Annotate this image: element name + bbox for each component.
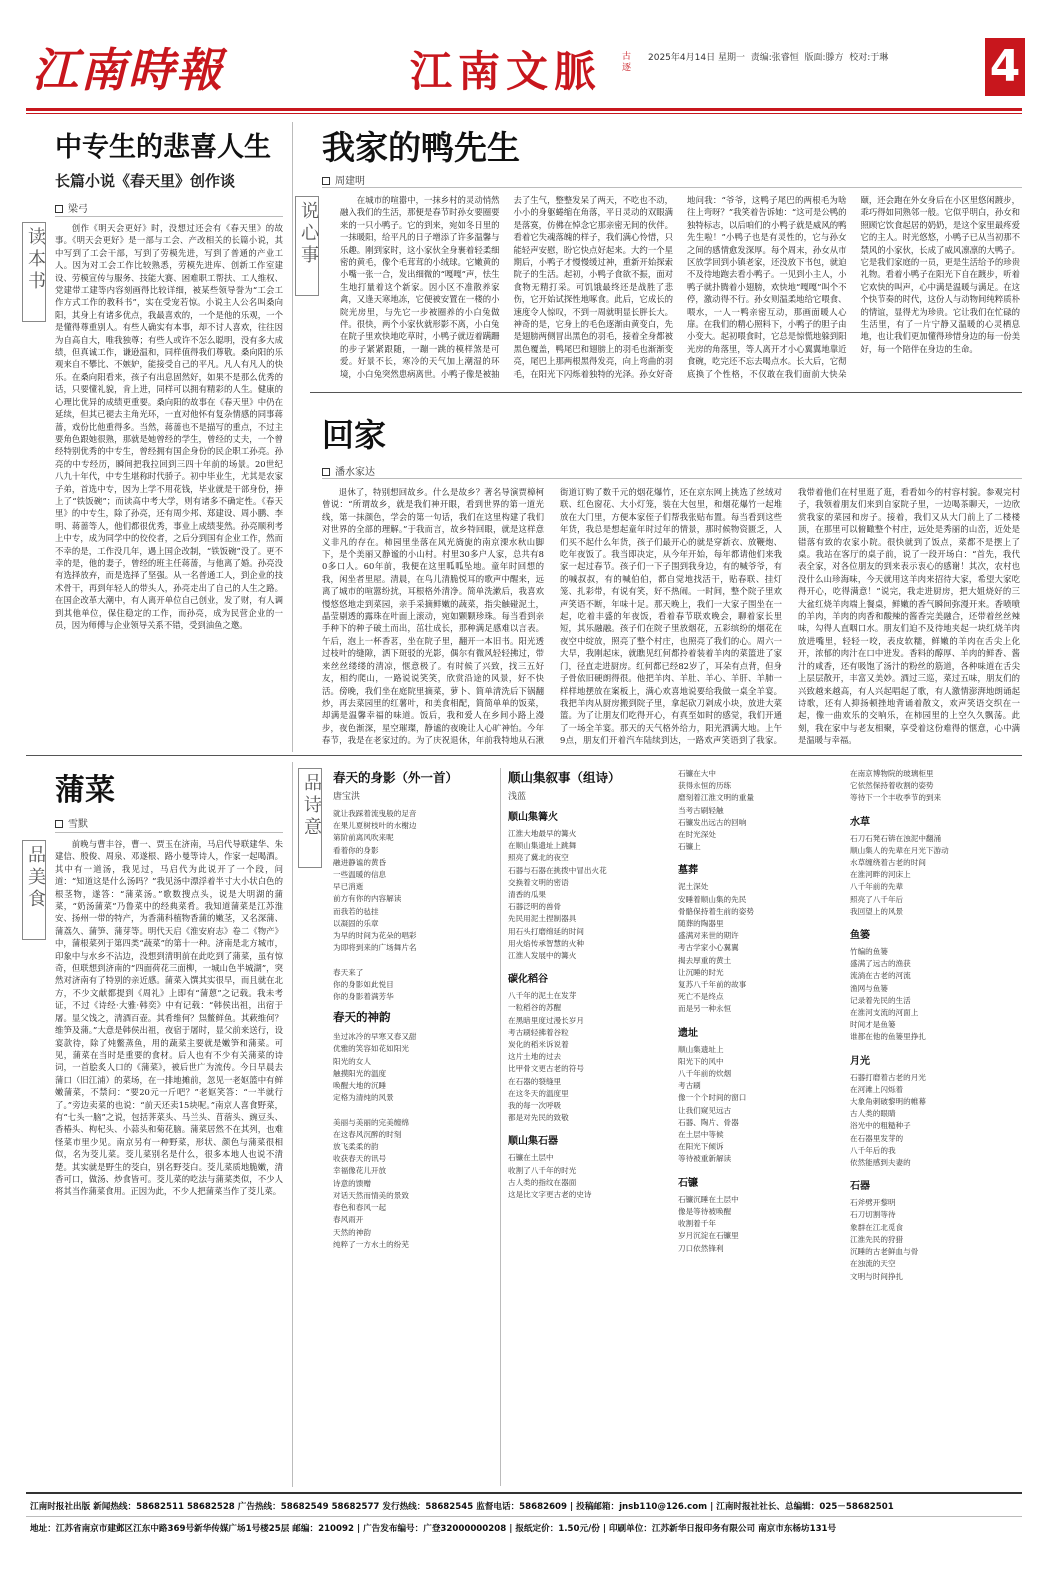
poem4-lines-0 bbox=[850, 768, 1020, 805]
poem-line: 触摸阳光的温度 bbox=[333, 1068, 387, 1078]
poem-line: 为早的时间为花朵的唱彩 bbox=[333, 931, 417, 941]
poem-line: 你的身影如此悦目 bbox=[333, 979, 394, 989]
poem-line: 融进静谧的黄昏 bbox=[333, 857, 387, 867]
poem-column-3 bbox=[678, 768, 838, 1486]
article3-rule bbox=[322, 478, 1022, 479]
poem-line: 江淮大地最早的篝火 bbox=[508, 829, 577, 838]
poem-line: 美丽与美丽的完美缠绵 bbox=[333, 1117, 409, 1127]
poem-line: 象群在江北觅食 bbox=[850, 1222, 904, 1232]
poem-line: 八千年前的先辈 bbox=[850, 882, 904, 892]
poem-line: 先民用泥土捏制器具 bbox=[508, 914, 577, 924]
poem-line: 诗意的馈赠 bbox=[333, 1178, 371, 1188]
poem-line: 八千年前的炊烟 bbox=[678, 1069, 732, 1079]
poem-column-2 bbox=[508, 768, 668, 1486]
poem-line: 石镰上 bbox=[678, 842, 701, 852]
poem-line: 阳光下的风中 bbox=[678, 1056, 724, 1066]
poem-line: 以凝固的乐章 bbox=[333, 918, 379, 928]
poem-line: 在淮河畔的河床上 bbox=[850, 870, 911, 880]
poem-line: 在河滩上闪烁着 bbox=[850, 1084, 904, 1094]
poem-line: 在浊流的天空 bbox=[850, 1259, 896, 1269]
poem-line: 石刀石凳石锛在浊泥中翻涌 bbox=[850, 833, 942, 843]
poem2-lines-2 bbox=[508, 990, 668, 1124]
article4-headline: 蒲菜 bbox=[55, 773, 115, 808]
poem-line: 江淮先民的狩猎 bbox=[850, 1234, 904, 1244]
poem2-sub2: 碳化稻谷 bbox=[508, 974, 548, 986]
poem-line: 春天来了 bbox=[333, 967, 364, 977]
poem-line: 石镰沉睡在土层中 bbox=[678, 1194, 739, 1204]
poem-line: 安睡着顺山集的先民 bbox=[678, 894, 747, 904]
column-label-heart: 说心事 bbox=[295, 196, 319, 296]
column-label-poetry: 品诗意 bbox=[298, 768, 322, 868]
poem3-lines-0 bbox=[678, 768, 838, 853]
mid-rule bbox=[26, 755, 1022, 756]
poem-line: 就让我踩着流曳般的足音 bbox=[333, 809, 417, 818]
layout-credit: 版面:滕方 bbox=[804, 53, 844, 63]
poem-line: 在果儿夏树枝叶的水榭边 bbox=[333, 821, 417, 831]
poem-line: 石器打磨着古老的月光 bbox=[850, 1072, 926, 1082]
poem-line: 石器与石器在挑拨中冒出火花 bbox=[508, 865, 607, 875]
poem-line: 考古学家小心翼翼 bbox=[678, 943, 739, 953]
poem-line bbox=[333, 1104, 493, 1116]
poem-line: 浴光中的粗糙种子 bbox=[850, 1121, 911, 1131]
poem2-lines-3 bbox=[508, 1152, 668, 1201]
paper-logo: 江南時報 bbox=[32, 43, 224, 97]
poem-line: 早已消逝 bbox=[333, 882, 364, 892]
poem-line: 一些温暖的信息 bbox=[333, 870, 387, 880]
poem-line: 揭去厚重的黄土 bbox=[678, 955, 732, 965]
poem-line: 时间才是鱼篓 bbox=[850, 1020, 896, 1030]
poem-line: 在土层中等候 bbox=[678, 1130, 724, 1140]
poem-line: 石镰在大中 bbox=[678, 769, 716, 778]
poem-line: 而我若的毡挂 bbox=[333, 906, 379, 916]
poem-line: 都是对先民的致敬 bbox=[508, 1113, 569, 1123]
poem-line: 在黑暗里度过漫长岁月 bbox=[508, 1015, 584, 1025]
poem-divider-1 bbox=[500, 768, 501, 1486]
poem-line: 照亮了冀北的夜空 bbox=[508, 853, 569, 863]
poem-line: 等待被重新解读 bbox=[678, 1154, 732, 1164]
byline-box-icon bbox=[322, 177, 330, 185]
poem-line: 在淮河支流的河面上 bbox=[850, 1008, 919, 1018]
column-label-food: 品美食 bbox=[22, 840, 46, 940]
poem1-sub-title: 春天的神韵 bbox=[333, 1010, 391, 1025]
poem-line: 这片土地的过去 bbox=[508, 1052, 562, 1062]
poem-line: 刀口依然锋利 bbox=[678, 1243, 724, 1253]
poem-line: 收割了八千年的时光 bbox=[508, 1165, 577, 1175]
article2-body: 在城市的喧嚣中，一抹乡村的灵动悄然融入我们的生活，那便是春节时孙女要圈要来的一只小鸭子。它的到来，宛如冬日里的一抹暖阳，给平凡的日子增添了许多温馨与乐趣。刚到家时，这小家伙全身裹着轻柔细密的黄毛，像个毛茸茸的小绒球。它嫩黄的小嘴一张一合，发出细微的“嘎嘎”声，怯生生地打量着这个新家。因小区不准散养家禽，又逢天寒地冻，它便被安置在一楼的小院光房里，与先它一步被圈养的小白兔做伴。很快，两个小家伙就形影不离，小白兔在院子里欢快地吃草时，小鸭子就迈着蹒跚的步子紧紧跟随，一蹦一跳的模样煞是可爱。好景不长，寒冷的天气加上潮湿的环境，小白兔突然患病离世。小鸭子像是被抽去了生气，整整发呆了两天，不吃也不动，小小的身躯蜷缩在角落，平日灵动的双眼满是落寞，仿佛在悼念它那亲密无间的伙伴。看着它失魂落魄的样子，我们满心怜惜，只能轻声安慰，盼它快点好起来。大约一个星期后，小鸭子才慢慢缓过神，重新开始探索院子的生活。起初，小鸭子食欲不振，面对食物无精打采。可饥饿最终还是战胜了悲伤，它开始试探性地啄食。此后，它成长的速度令人惊叹，不到一周就明显长胖长大。神奇的是，它身上的毛色逐渐由黄变白，先是翅膀两侧冒出黑色的羽毛，接着全身都被黑色覆盖，鸭尾巴和翅膀上的羽毛也渐渐变亮，尾巴上那两根黑得发亮，向上弯曲的羽毛，在阳光下闪烁着独特的光泽。孙女好奇地问我：“爷爷，这鸭子尾巴的两根毛为啥往上弯呀？”我笑着告诉她：“这可是公鸭的独特标志，以后咱们的小鸭子就是威风的鸭先生啦！”小鸭子也是有灵性的，它与孙女之间的感情愈发深厚。每个周末，孙女从市区放学回到小镇老家，还没放下书包，就迫不及待地跑去看小鸭子。一见到小主人，小鸭子就扑腾着小翅膀，欢快地“嘎嘎”叫个不停，激动得不行。孙女则温柔地给它喂食、喂水，一人一鸭亲密互动，那画面暖人心扉。在我们的精心照料下，小鸭子的胆子由小变大。起初喂食时，它总是惊慌地躲到阳光房的角落里，等人离开才小心翼翼地靠近食碗，吃完还不忘去喝点水。长大后，它彻底换了个性格，不仅敢在我们面前大快朵颐，还会跑在外女身后在小区里悠闲踱步，乖巧得如同熟邻一般。它似乎明白，孙女和照顾它饮食起居的奶奶，是这个家里最疼爱它的主人。时光悠悠，小鸭子已从当初那不禁风的小家伙，长成了威风凛凛的大鸭子。它是我们家庭的一员，更是生活给予的珍贵礼物。看着小鸭子在阳光下自在踱步，听着它欢快的叫声，心中满是温暖与满足。在这个快节奏的时代，这份人与动物间纯粹质朴的情谊，显得尤为珍贵。它让我们在忙碌的生活里，有了一片宁静又温暖的心灵栖息地，也让我们更加懂得珍惜身边的每一份美好，每一个陪伴在身边的生命。 bbox=[340, 195, 1020, 379]
poem-line: 交换着文明的密语 bbox=[508, 877, 569, 887]
poem-line: 顺山集遗址上 bbox=[678, 1044, 724, 1054]
page-number: 4 bbox=[985, 38, 1025, 96]
poem3-sub1: 墓葬 bbox=[678, 865, 698, 877]
top-rule bbox=[26, 108, 1022, 111]
poem-line: 水草缠绕着古老的时间 bbox=[850, 858, 926, 868]
poem3-lines-1 bbox=[678, 881, 838, 1015]
poem-line: 磨刻着江淮文明的重量 bbox=[678, 793, 754, 803]
poem-line: 在这冬天的温度里 bbox=[508, 1088, 569, 1098]
poem3-sub3: 石镰 bbox=[678, 1177, 698, 1189]
poem-line: 八千年后的我 bbox=[850, 1145, 896, 1155]
poem4-lines-3 bbox=[850, 1072, 1020, 1170]
poem-line: 在石器的裂缝里 bbox=[508, 1076, 562, 1086]
poem-line: 文明与时间挣扎 bbox=[850, 1271, 904, 1281]
column-divider bbox=[292, 122, 293, 752]
article3-top-rule bbox=[310, 392, 1022, 393]
poem-line: 用石头打磨绵延的时间 bbox=[508, 926, 584, 936]
column-label-read-book: 读本书 bbox=[22, 222, 46, 322]
article4-byline: 雪默 bbox=[55, 815, 88, 830]
article3-byline: 潘水家达 bbox=[322, 463, 375, 478]
poem-line: 对话天然而情美的景致 bbox=[333, 1190, 409, 1200]
poem-line: 炭化的稻米诉说着 bbox=[508, 1040, 569, 1050]
poem-line: 谁都在他的鱼篓里挣扎 bbox=[850, 1032, 926, 1042]
poem-line: 考古刷 bbox=[678, 1081, 701, 1091]
poem-line: 石器泛明的兽骨 bbox=[508, 902, 562, 912]
article2-rule bbox=[322, 187, 1022, 188]
column-divider-lower bbox=[292, 762, 293, 1487]
poem-line: 盛满对来世的期许 bbox=[678, 931, 739, 941]
poem1-title: 春天的身影（外一首） bbox=[333, 770, 459, 785]
article1-body: 创作《明天会更好》时，没想过还会有《春天里》的故事。《明天会更好》是一部与工会、产改相关的长篇小说，其中写到了工会干部，写到了劳模先进，写到了普通的产业工人。因为对工会工作比较熟悉，劳模先进库、创新工作室建设、劳模宣传与服务、技能大赛、困难职工帮扶、工人维权、党建带工建等内容刻画得比较详细，被某些领导誉为“工会工作方式工作的教科书”，实在受宠若惊。小说主人公名叫桑向阳，其身上有诸多优点，我最喜欢的，一个是他的乐观，一个是懂得尊重别人。有些人确实有本事，却不讨人喜欢，往往因为自高自大，唯我独尊；有些人或许不怎么聪明，没有多大成绩，但真诚工作，谦逊温和，同样值得我们尊敬。桑向阳的乐观来自不攀比、不嫉妒，能接受自己的平凡。凡人有凡人的快乐。在桑向阳看来，孩子有出息固然好，如果不是那么优秀的话，只要懂礼貌，肯上进，同样可以拥有精彩的人生。健康的心理比优异的成绩更重要。桑向阳的故事在《春天里》中仍在延续，但其已褪去主角光环，一直对他怀有复杂情感的同事蒋蔷，戏份比他重得多。当然，蒋蔷也不是描写的重点，不过主要角色跟她很熟，那就是她曾经的学生，曾经的丈夫，一个曾经特别优秀的中专生，曾经拥有国企身份的民企职工孙亮。孙亮的中专经历，瞬间把我拉回到三四十年前的场景。20世纪八九十年代，中专生堪称时代骄子。初中毕业生，尤其是农家子弟，首选中专，因为上学不用花钱，毕业就是干部身份，捧上了“铁饭碗”；而读高中考大学，则有诸多不确定性。《春天里》的中专生，除了孙亮，还有周少邦、郑建设、周小鹏、李明、蒋蔷等人，他们都很优秀，事业上成绩斐然。孙亮顺利考上中专，成为同学中的佼佼者，之后分到国有企业工作，然而不幸的是，工作没几年，遇上国企改制，“铁饭碗”没了。更不幸的是，他的妻子，曾经的班主任蒋蔷，与他离了婚。孙亮没有选择放弃，而是选择了坚强。从一名普通工人，到企业的技术骨干，再到年轻人的带头人，孙亮走出了自己的人生之路。在国企改革大潮中，有人离开单位自己创业，发了财，有人调到其他单位，保住稳定的工作，而孙亮，成为民营企业的一员，因为师傅与企业领导关系不错，受到油鱼之邀。 bbox=[55, 223, 283, 630]
poem3-lines-3 bbox=[678, 1194, 838, 1255]
poem2-author: 浅蓝 bbox=[508, 792, 527, 802]
poem-line: 坐过冰冷的早寒又春又甜 bbox=[333, 1032, 417, 1042]
poem-line: 用火焰传承智慧的火种 bbox=[508, 938, 584, 948]
poem-line: 流淌在古老的河流 bbox=[850, 971, 911, 981]
poem-line: 石器、陶片、骨器 bbox=[678, 1117, 739, 1127]
poem-line: 在顺山集遗址上跳舞 bbox=[508, 841, 577, 851]
poem-line: 我回望上的风景 bbox=[850, 906, 904, 916]
poem-line: 石镰发出远古的回响 bbox=[678, 817, 747, 827]
poem-line: 等待下一个丰收季节的到来 bbox=[850, 793, 942, 803]
poem-line bbox=[333, 954, 493, 966]
poem-line: 而是另一种永恒 bbox=[678, 1004, 732, 1014]
article1-rule bbox=[55, 216, 283, 217]
poem-line: 清香的瓜果 bbox=[508, 890, 546, 900]
poem4-sub4: 石器 bbox=[850, 1181, 870, 1193]
poem-line: 在阳光下倾诉 bbox=[678, 1142, 724, 1152]
poem-line: 这是比文字更古老的史诗 bbox=[508, 1190, 592, 1200]
poem-line: 记录着先民的生活 bbox=[850, 995, 911, 1005]
section-logo: 江南文脈 bbox=[410, 47, 603, 96]
poem-line: 获得永恒的历练 bbox=[678, 781, 732, 791]
poem-line: 唤醒大地的沉睡 bbox=[333, 1081, 387, 1091]
poem-line: 石镰在土层中 bbox=[508, 1153, 554, 1163]
poem-line: 沉睡的古老鲜血与骨 bbox=[850, 1247, 919, 1257]
poem-line: 在时光深处 bbox=[678, 830, 716, 840]
poem-line: 为即将到来的广场舞片名 bbox=[333, 943, 417, 953]
poem-line: 让我们窥见远古 bbox=[678, 1105, 732, 1115]
poem-column-4 bbox=[850, 768, 1020, 1486]
section-tag: 古 逐 bbox=[622, 52, 632, 73]
poem3-sub2: 遗址 bbox=[678, 1027, 698, 1039]
footer-rule bbox=[26, 1492, 1022, 1494]
poem-line: 渔网与鱼篓 bbox=[850, 983, 888, 993]
article2-byline: 周建明 bbox=[322, 172, 365, 187]
poem-line: 骨骼保持着生前的姿势 bbox=[678, 906, 754, 916]
article1-byline: 梁弓 bbox=[55, 200, 88, 215]
poem2-sub1: 顺山集篝火 bbox=[508, 812, 558, 823]
poem-line: 收获春天的讯号 bbox=[333, 1154, 387, 1164]
editor-credit: 责编:张睿恒 bbox=[750, 53, 799, 63]
poem-line: 让沉睡的时光 bbox=[678, 967, 724, 977]
poem4-lines-4 bbox=[850, 1197, 1020, 1282]
poem-line: 阳光的女人 bbox=[333, 1056, 371, 1066]
poem-line: 岁月沉淀在石镰里 bbox=[678, 1231, 739, 1241]
byline-box-icon bbox=[322, 468, 330, 476]
poem-line: 幸福像花儿开放 bbox=[333, 1166, 387, 1176]
poem-line: 依然能感到夫妻的 bbox=[850, 1158, 911, 1168]
poem-line: 顺山集人的先辈在月光下游动 bbox=[850, 845, 949, 855]
poem4-lines-2 bbox=[850, 946, 1020, 1044]
poem-line: 它依然保持着收割的姿势 bbox=[850, 781, 934, 791]
poem-line: 第阶前离风吹来呢 bbox=[333, 833, 394, 843]
poem-line: 考古刷轻拂着谷粒 bbox=[508, 1027, 569, 1037]
poem-line: 像是等待被唤醒 bbox=[678, 1206, 732, 1216]
top-rule-thin bbox=[26, 113, 1022, 114]
poem-line: 死亡不是终点 bbox=[678, 992, 724, 1002]
poem-line: 在南京博物院的玻璃柜里 bbox=[850, 769, 934, 778]
article1-headline: 中专生的悲喜人生 bbox=[55, 132, 271, 163]
poem-line: 江淮人发展中的篝火 bbox=[508, 951, 577, 961]
footer-line-1: 江南时报社出版 新闻热线：58682511 58682528 广告热线：58682549 58682577 发行热线：58682545 监督电话：58682609 | 投稿邮箱：jnsb110@126.com | 江南时报社社长、总编辑：025－58682501 bbox=[30, 1502, 894, 1512]
byline-box-icon bbox=[55, 820, 63, 828]
poem-line: 收割着千年 bbox=[678, 1219, 716, 1229]
article1-subhead: 长篇小说《春天里》创作谈 bbox=[55, 172, 236, 190]
poem-line: 看着你的身影 bbox=[333, 845, 379, 855]
poem-line: 竹编的鱼篓 bbox=[850, 947, 888, 957]
poem-line: 复苏八千年前的故事 bbox=[678, 980, 747, 990]
poem-column-1 bbox=[333, 768, 493, 1486]
poem-line: 泥土深处 bbox=[678, 882, 709, 892]
poem-line: 定格为清纯的风景 bbox=[333, 1093, 394, 1103]
poem-line: 一粒稻谷的苏醒 bbox=[508, 1003, 562, 1013]
proofread-credit: 校对:于琳 bbox=[849, 53, 889, 63]
poem2-sub3: 顺山集石器 bbox=[508, 1136, 558, 1148]
poem-line: 我的每一次呼吸 bbox=[508, 1101, 562, 1111]
poem-line: 古人类的指纹在器面 bbox=[508, 1177, 577, 1187]
poem-line: 放飞柔柔的韵 bbox=[333, 1142, 379, 1152]
header-info bbox=[648, 50, 978, 63]
poem-line: 前方有你的内容解读 bbox=[333, 894, 402, 904]
poem-line: 八千年的泥土在发芽 bbox=[508, 991, 577, 1001]
poem-line: 纯粹了一方水土的纷芜 bbox=[333, 1239, 409, 1249]
poem1-author: 唐宝洪 bbox=[333, 792, 361, 802]
poem-line: 像一个个时间的窗口 bbox=[678, 1093, 747, 1103]
poem1-lines bbox=[333, 808, 493, 1003]
poem-line: 春色和春风一起 bbox=[333, 1203, 387, 1213]
poem-line: 在石器里发芽的 bbox=[850, 1133, 904, 1143]
poem-line: 春风雨开 bbox=[333, 1215, 364, 1225]
poem-line: 在这春风沉醉的时刻 bbox=[333, 1129, 402, 1139]
byline-box-icon bbox=[55, 205, 63, 213]
poem4-sub1: 水草 bbox=[850, 816, 870, 828]
poem2-lines-1 bbox=[508, 828, 668, 962]
poem-line: 你的身影着满芳华 bbox=[333, 992, 394, 1002]
poem-line: 随葬的陶器里 bbox=[678, 919, 724, 929]
poem-line: 照亮了八千年后 bbox=[850, 894, 904, 904]
article3-headline: 回家 bbox=[322, 416, 387, 454]
article4-body: 前晚与曹丰谷，曹一、贾玉在济南，马启代导联建华、朱建信、殷俊、周泉、邓遂根、路小曼等诗人，作家一起喝酒。其中有一道汤，我见过，马启代为此说开了一个段，问道：“知道这是什么汤吗？”我见汤中漂浮着半寸大小状白色的根茎物，遂答：“蒲菜汤。”歌数搜点头，说是大明湖的蒲菜，“奶汤蒲菜”乃鲁菜中的经典菜肴。我知道蒲菜是江苏淮安、扬州一带的特产，为香蒲科植物香蒲的嫩茎，又名深蒲、蒲荔久、蒲笋、蒲芽等。明代天启《淮安府志》卷二《物产》中，蒲根菜列于第四类“蔬菜”的第十一种。济南是北方城市，印象中与水乡不沾边，没想到清明前在此吃到了蒲菜，虽有惊奇，但联想到济南的“四面荷花三面柳，一城山色半城湖”，突然对济南有了特别的亲近感。蒲菜入馔其实很早，而且就在北方，不少文献都提到《周礼》上即有“蒲蒽”之记载。我未考证，不过《诗经·大雅·韩奕》中有记载：“韩侯出祖，出宿于屠。显父饯之，清酒百壶。其肴维何？炰鳖鲜鱼。其蔌维何？维笋及蒲。”大意是韩侯出祖，夜宿于屠时，显父前来送行，设宴款待，除了炖鳖蒸鱼，用的蔬菜主要就是嫩笋和蒲菜。可见，蒲菜在当时是重要的食材。后人也有不少有关蒲菜的诗词，一首脍炙人口的《蒲菜》，被后世广为流传。今日早晨去蒲口（旧江浦）的菜场，在一排地摊前，忽见一老妪篮中有鲜嫩蒲菜，不禁问：“要20元一斤吧？”老妪笑答：“一半就行了。”旁边卖菜的也说：“前天还卖15块呢。”南京人喜食野菜，有“七头一脑”之说，包括荠菜头、马兰头、苜蓿头、豌豆头、香椿头、枸杞头、小蒜头和菊花脑。蒲菜居然不在其列，也难怪菜市里少见。南京另有一种野菜，形状、颜色与蒲菜很相似，名为茭儿菜。茭儿菜别名是什么，很多本地人也说不清楚。其实就是野生的茭白，别名野茭白。茭儿菜质地脆嫩，清香可口，做汤、炒食皆可。茭儿菜的吃法与蒲菜类似，不少人将其当作蒲菜食用。正因为此，不少人把蒲菜当作了茭儿菜。 bbox=[55, 839, 283, 1197]
poem-line: 大象角刺破黎明的帷幕 bbox=[850, 1097, 926, 1107]
article2-headline: 我家的鸭先生 bbox=[322, 128, 520, 167]
poem1b-lines bbox=[333, 1031, 493, 1251]
article4-rule bbox=[55, 832, 283, 833]
footer-line-2: 地址：江苏省南京市建邺区江东中路369号新华传媒广场1号楼25层 邮编：210092 | 广告发布编号：广登32000000208 | 报纸定价：1.50元/份 | 印刷单位：江苏新华日报印务有限公司 南京市东杨坊131号 bbox=[30, 1524, 837, 1534]
poem-line: 当考古刷轻触 bbox=[678, 805, 724, 815]
footer-mid-rule bbox=[26, 1516, 1022, 1517]
poem-line: 石斧劈开黎明 bbox=[850, 1198, 896, 1208]
poem-line: 石刀切割等待 bbox=[850, 1210, 896, 1220]
poem4-sub3: 月光 bbox=[850, 1055, 870, 1067]
poem-line: 古人类的眼睛 bbox=[850, 1109, 896, 1119]
poem-line: 天然的神韵 bbox=[333, 1227, 371, 1237]
poem-line: 比甲骨文更古老的符号 bbox=[508, 1064, 584, 1074]
poem-line: 盛满了远古的渔获 bbox=[850, 959, 911, 969]
poem-line: 优雅的笑容如花如阳光 bbox=[333, 1044, 409, 1054]
poem4-sub2: 鱼篓 bbox=[850, 930, 870, 942]
poem2-title: 顺山集叙事（组诗） bbox=[508, 770, 621, 785]
issue-date: 2025年4月14日 星期一 bbox=[648, 53, 745, 63]
article3-body: 退休了，特别想回故乡。什么是故乡？著名导演贾樟柯曾说：“所谓故乡，就是我们神开眼，看到世界的第一道光线，第一抹颜色，学会的第一句话，我们在这里构建了我们对世界的全部的理解。”于我而言，故乡特回眼，就是这样意义非凡的存在。柿园里坐落在风光旖旎的南京溧水秋山脚下，是个美丽又静谧的小山村。村里30多户人家，总共有80多口人。60年前，我便在这里呱呱坠地。童年时回想的我，闲坐者里屋。清晨，在鸟儿清脆悦耳的歌声中醒来，远离了城市的喧嚣纷扰，耳根格外清净。简单洗漱后，我喜欢慢悠悠地走到菜园，亲手采摘鲜嫩的蔬菜，指尖触碰泥土，晶莹剔透的露珠在叶面上滚动，宛如颗颗珍珠。每当看到亲手种下的种子破土而出，茁壮成长，那种满足感难以言表。午后，泡上一杯香茗，坐在院子里，翻开一本旧书。阳光透过枝叶的缝隙，洒下斑驳的光影，偶尔有微风轻轻拂过，带来丝丝缕缕的清凉，惬意极了。有时候了兴致，找三五好友，相约爬山，一路说说笑笑，欣赏沿途的风景，好不快活。傍晚，我们坐在庭院里摘菜，萝卜、简单清洗后下锅翻炒，再去菜园里的红薯叶，和美食相配，简简单单的饭菜，却满是温馨幸福的味道。饭后，我和爱人在乡间小路上漫步，夜色渐深，星空璀璨，静谧的夜晚让人心旷神怡。今年春节，我是在老家过的。为了庆祝退休，年前我特地从石湫街道订购了数千元的烟花爆竹，还在京东网上挑选了丝绒对联、红色窗花、大小灯笼，装在大包里，和烟花爆竹一起堆放在大门里，方便本家侄子们帮我张贴布置。每当看到这些年货，我总是想起童年时过年的情景，那时候物资匮乏，人们买不起什么年货，孩子们最开心的就是穿新衣、放鞭炮、吃年夜饭了。我当即决定，从今年开始，每年都请他们来我家一起过春节。孩子们一下子围到我身边，有的喊爷爷，有的喊叔叔，有的喊伯伯，都自觉地找活干，贴春联、挂灯笼、扎彩带，有说有笑，好不热闹。一时间，整个院子里欢声笑语不断，年味十足。那天晚上，我们一大家子围坐在一起，吃着丰盛的年夜饭，看着春节联欢晚会，聊着家长里短，其乐融融。孩子们在院子里放烟花，五彩缤纷的烟花在夜空中绽放，照亮了整个村庄，也照亮了我们的心。周六一大早，我刚起床，就瞧见红何都拎着装着羊肉的菜篮进了家门，径直走进厨房。红何都已经82岁了，耳朵有点背，但身子骨依旧硬朗得很。他把羊肉、羊肚、羊心、羊肝、羊肺一样样地摆放在案板上，满心欢喜地说要给我做一桌全羊宴。我把羊肉从厨房搬到院子里，拿起砍刀剁成小块，放进大菜篮。为了让朋友们吃得开心，有真至如时的感觉，我们开通了一场全羊宴。那天的天气格外给力，阳光洒满大地。上午9点，朋友们开着汽车陆续到达，一路欢声笑语到了我家。我带着他们在村里逛了逛，看看如今的村容村貌。参观完村子，我领着朋友们来到自家院子里，一边喝茶聊天，一边欣赏我家的菜园和房子。接着，我们又从大门前上了二楼楼顶，在那里可以俯瞰整个村庄，远处是秀丽的山峦，近处是错落有致的农家小院。很快就到了饭点，菜都不是摆上了桌。我站在客厅的桌子前，说了一段开场白：“首先，我代表全家，对各位朋友的到来表示衷心的感谢！其次，农村也没什么山珍海味，今天就用这羊肉来招待大家，希望大家吃得开心，吃得满意！”说完，我走进厨房，把大姐烧好的三大盆红烧羊肉端上餐桌，鲜嫩的香气瞬间弥漫开来。香喷喷的羊肉，羊肉的肉香和酸辣的酱香完美融合，还带着丝丝辣味，勾得人直咽口水。朋友们迫不及待地夹起一块红烧羊肉放进嘴里，轻轻一咬，表皮软糯，鲜嫩的羊肉在舌尖上化开，浓郁的肉汁在口中迸发。香料的醇厚、羊肉的鲜香、酱汁的咸香，还有吸饱了汤汁的粉丝的筋道，各种味道在舌尖上层层散开，丰富又美妙。酒过三巡，菜过五味，朋友们的兴致越来越高，有人兴起唱起了歌，有人激情澎湃地朗诵起诗歌，还有人抑扬顿挫地背诵着散文，欢声笑语交织在一起，像一曲欢乐的交响乐，在柿园里的上空久久飘荡。此刻，我在家中与老友相聚，享受着这份难得的惬意，心中满是温暖与幸福。 bbox=[322, 487, 1020, 746]
poem4-lines-1 bbox=[850, 833, 1020, 918]
poem3-lines-2 bbox=[678, 1044, 838, 1166]
